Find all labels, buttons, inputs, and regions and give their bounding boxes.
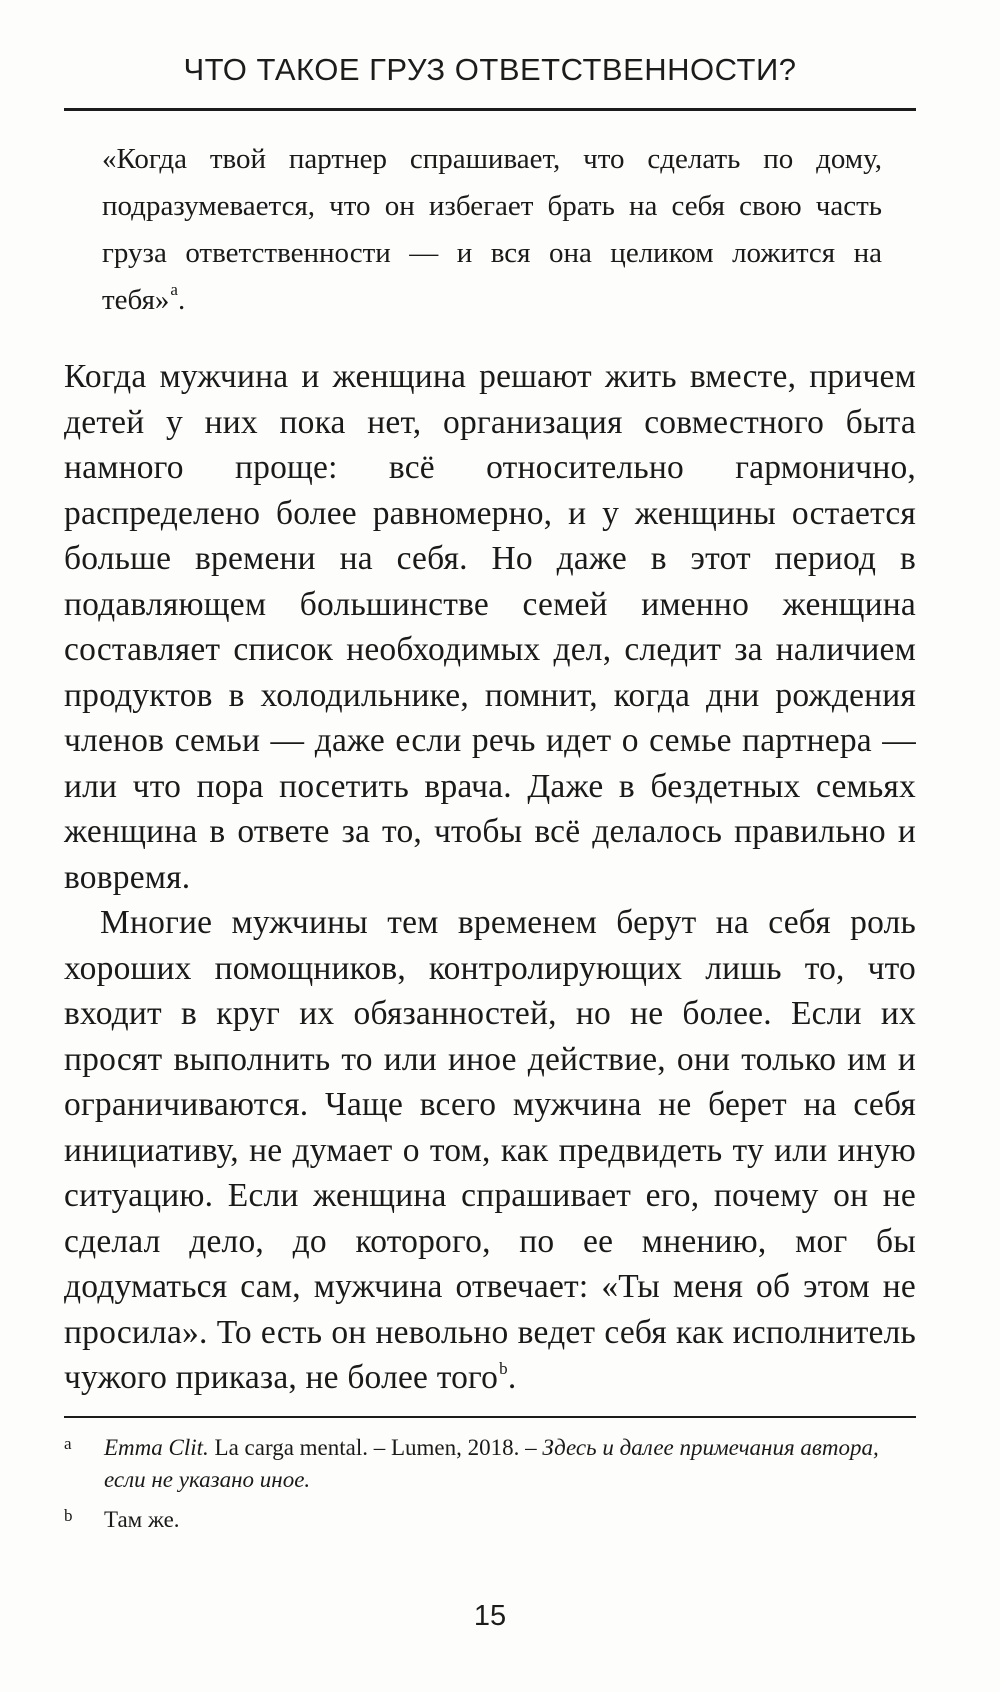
footnote-mark-a: a (64, 1434, 72, 1453)
main-text (64, 354, 916, 1401)
footnote-mark-b: b (64, 1506, 73, 1525)
running-title: ЧТО ТАКОЕ ГРУЗ ОТВЕТСТВЕННОСТИ? (183, 52, 797, 87)
footnotes (64, 1432, 916, 1544)
footnote-ref-a: a (170, 280, 178, 299)
paragraph-2 (64, 900, 916, 1401)
footnote-note: Здесь и далее примечания автора, если не указано иное. (104, 1435, 879, 1492)
footnote-b (64, 1504, 916, 1536)
epigraph-trailing: . (177, 284, 186, 316)
page-number: 15 (473, 1600, 507, 1632)
footnote-source: La carga mental. – Lumen, 2018. – (208, 1435, 543, 1460)
footnote-rule (64, 1416, 916, 1418)
paragraph-2-text: Многие мужчины тем временем берут на себя роль хороших помощников, контролирующих лишь то, что входит в круг их обязанностей, но не более. Если их просят выполнить то или иное действие, они только им и ограничиваются. Чаще всего мужчина не берет на себя инициативу, не думает о том, как предвидеть ту или иную ситуацию. Если женщина спрашивает его, почему он не сделал дело, до которого, по ее мнению, мог бы додуматься сам, мужчина отвечает: «Ты меня об этом не просила». То есть он невольно ведет себя как исполнитель чужого приказа, не более того (64, 904, 916, 1396)
paragraph-2-trailing: . (507, 1359, 517, 1396)
footnote-a (64, 1432, 916, 1496)
footnote-author: Emma Clit. (104, 1435, 209, 1460)
paragraph-1: Когда мужчина и женщина решают жить вместе, причем детей у них пока нет, организация совместного быта намного проще: всё относительно гармонично, распределено более равномерно, и у женщины остается больше времени на себя. Но даже в этот период в подавляющем большинстве семей именно женщина составляет список необходимых дел, следит за наличием продуктов в холодильнике, помнит, когда дни рождения членов семьи — даже если речь идет о семье партнера — или что пора посетить врача. Даже в бездетных семьях женщина в ответе за то, чтобы всё делалось правильно и вовремя. (64, 358, 916, 896)
epigraph-quote (102, 136, 882, 324)
footnote-b-text: Там же. (104, 1507, 180, 1532)
footnote-ref-b: b (499, 1359, 508, 1378)
header-rule (64, 108, 916, 111)
epigraph-text: «Когда твой партнер спрашивает, что сделать по дому, подразумевается, что он избегает брать на себя свою часть груза ответственности — и вся она целиком ложится на тебя» (102, 143, 882, 316)
